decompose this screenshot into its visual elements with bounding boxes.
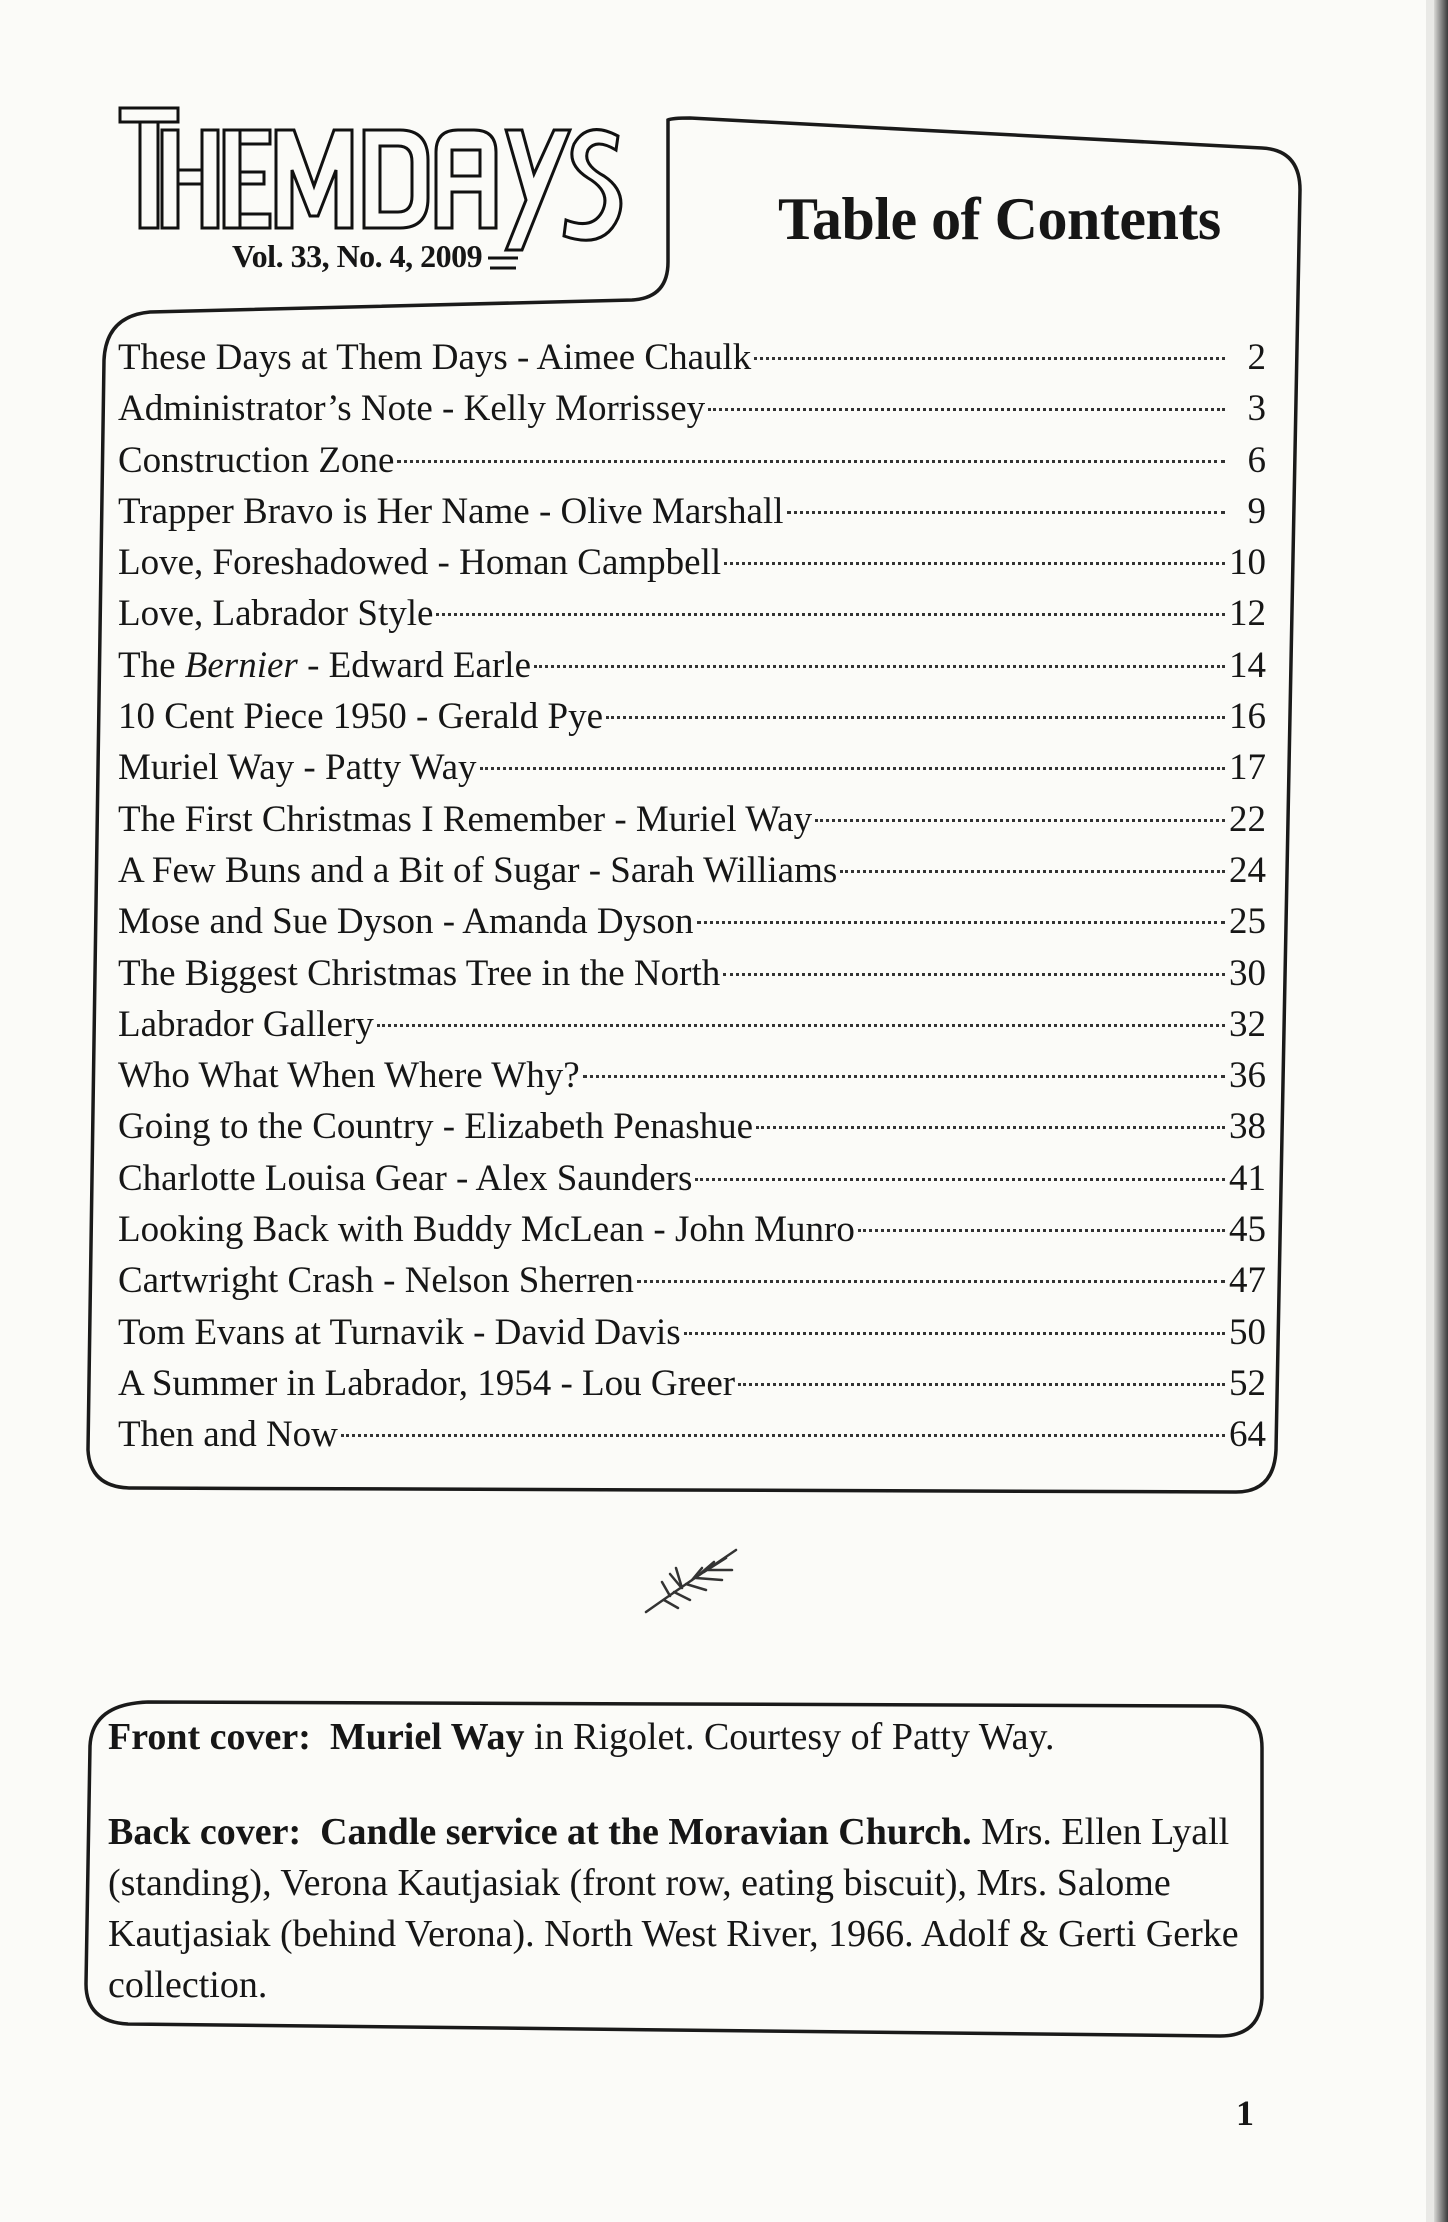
contents-entry — [118, 948, 1266, 999]
dot-leader — [708, 407, 1225, 411]
entry-title: Who What When Where Why? — [118, 1055, 580, 1097]
front-cover-note — [108, 1712, 1248, 1763]
front-cover-text: in Rigolet. Courtesy of Patty Way. — [524, 1716, 1055, 1758]
dot-leader — [756, 1125, 1225, 1129]
masthead — [118, 100, 668, 290]
entry-page: 45 — [1229, 1209, 1266, 1251]
contents-entry — [118, 1101, 1266, 1152]
contents-heading: Table of Contents — [778, 186, 1221, 252]
entry-title: Trapper Bravo is Her Name - Olive Marshall — [118, 490, 784, 532]
entry-page: 52 — [1229, 1362, 1266, 1404]
cover-notes — [108, 1712, 1248, 2011]
entry-page: 24 — [1229, 849, 1266, 891]
dot-leader — [341, 1433, 1225, 1437]
dot-leader — [787, 510, 1226, 514]
contents-entry — [118, 1050, 1266, 1101]
contents-entry — [118, 537, 1266, 588]
front-cover-label: Front cover: — [108, 1716, 311, 1758]
entry-title: 10 Cent Piece 1950 - Gerald Pye — [118, 696, 603, 738]
entry-page: 64 — [1229, 1414, 1266, 1456]
entry-page: 36 — [1229, 1055, 1266, 1097]
dot-leader — [697, 920, 1225, 924]
dot-leader — [754, 356, 1225, 360]
entry-title: A Summer in Labrador, 1954 - Lou Greer — [118, 1362, 736, 1404]
contents-entry — [118, 1204, 1266, 1255]
back-cover-subject: Candle service at the Moravian Church. — [320, 1811, 972, 1853]
dot-leader — [815, 818, 1225, 822]
back-cover-text: Mrs. Ellen Lyall (standing), Verona Kautjasiak (front row, eating biscuit), Mrs. Salome Kautjasiak (behind Verona). North West River, 1966. Adolf & Gerti Gerke collection. — [108, 1811, 1239, 2006]
entry-page: 9 — [1247, 490, 1266, 532]
entry-title: A Few Buns and a Bit of Sugar - Sarah Williams — [118, 849, 838, 891]
entry-page: 6 — [1247, 439, 1266, 481]
entry-title: Cartwright Crash - Nelson Sherren — [118, 1260, 634, 1302]
entry-page: 38 — [1229, 1106, 1266, 1148]
contents-entry — [118, 486, 1266, 537]
entry-page: 17 — [1229, 747, 1266, 789]
contents-list — [118, 332, 1266, 1461]
entry-title: Charlotte Louisa Gear - Alex Saunders — [118, 1157, 693, 1199]
dot-leader — [738, 1382, 1225, 1386]
entry-title: Muriel Way - Patty Way — [118, 747, 477, 789]
dot-leader — [724, 561, 1225, 565]
contents-entry — [118, 1153, 1266, 1204]
page-number: 1 — [1236, 2093, 1254, 2133]
entry-page: 50 — [1229, 1311, 1266, 1353]
dot-leader — [858, 1228, 1225, 1232]
dot-leader — [397, 459, 1225, 463]
entry-page: 3 — [1247, 388, 1266, 430]
entry-title: Labrador Gallery — [118, 1003, 374, 1045]
dot-leader — [480, 766, 1225, 770]
entry-page: 22 — [1229, 798, 1266, 840]
entry-page: 2 — [1247, 337, 1266, 378]
entry-title: Then and Now — [118, 1414, 338, 1456]
dot-leader — [684, 1331, 1225, 1335]
dot-leader — [377, 1023, 1225, 1027]
entry-page: 47 — [1229, 1260, 1266, 1302]
dot-leader — [695, 1177, 1225, 1181]
entry-page: 25 — [1229, 901, 1266, 943]
contents-entry — [118, 1307, 1266, 1358]
dot-leader — [840, 869, 1225, 873]
contents-entry — [118, 845, 1266, 896]
contents-entry — [118, 640, 1266, 691]
spruce-sprig-icon — [640, 1530, 750, 1620]
entry-page: 14 — [1229, 644, 1266, 686]
contents-entry — [118, 1358, 1266, 1409]
contents-entry — [118, 999, 1266, 1050]
entry-title: The First Christmas I Remember - Muriel Way — [118, 798, 813, 840]
entry-title: Tom Evans at Turnavik - David Davis — [118, 1311, 681, 1353]
contents-entry — [118, 1409, 1266, 1460]
entry-title: Administrator’s Note - Kelly Morrissey — [118, 388, 706, 430]
contents-entry — [118, 742, 1266, 793]
entry-title: Mose and Sue Dyson - Amanda Dyson — [118, 901, 694, 943]
contents-entry — [118, 691, 1266, 742]
dot-leader — [436, 612, 1225, 616]
dot-leader — [606, 715, 1225, 719]
entry-title: These Days at Them Days - Aimee Chaulk — [118, 337, 752, 378]
entry-title: Love, Labrador Style — [118, 593, 434, 635]
entry-page: 41 — [1229, 1157, 1266, 1199]
dot-leader — [583, 1074, 1225, 1078]
entry-title: Looking Back with Buddy McLean - John Munro — [118, 1209, 855, 1251]
back-cover-label: Back cover: — [108, 1811, 302, 1853]
contents-entry — [118, 1255, 1266, 1306]
entry-page: 12 — [1229, 593, 1266, 635]
contents-entry — [118, 383, 1266, 434]
contents-entry — [118, 435, 1266, 486]
entry-page: 16 — [1229, 696, 1266, 738]
contents-entry — [118, 794, 1266, 845]
entry-title: The Biggest Christmas Tree in the North — [118, 952, 721, 994]
entry-title: The Bernier - Edward Earle — [118, 644, 531, 686]
contents-entry — [118, 332, 1266, 383]
dot-leader — [723, 972, 1225, 976]
entry-page: 10 — [1229, 542, 1266, 584]
front-cover-subject: Muriel Way — [329, 1716, 525, 1758]
issue-volume: Vol. 33, No. 4, 2009 — [232, 238, 483, 274]
entry-page: 32 — [1229, 1003, 1266, 1045]
back-cover-note — [108, 1807, 1248, 2011]
dot-leader — [534, 664, 1225, 668]
contents-entry — [118, 588, 1266, 639]
entry-page: 30 — [1229, 952, 1266, 994]
dot-leader — [637, 1279, 1225, 1283]
entry-title: Construction Zone — [118, 439, 395, 481]
entry-title: Love, Foreshadowed - Homan Campbell — [118, 542, 722, 584]
entry-title: Going to the Country - Elizabeth Penashue — [118, 1106, 754, 1148]
contents-entry — [118, 896, 1266, 947]
